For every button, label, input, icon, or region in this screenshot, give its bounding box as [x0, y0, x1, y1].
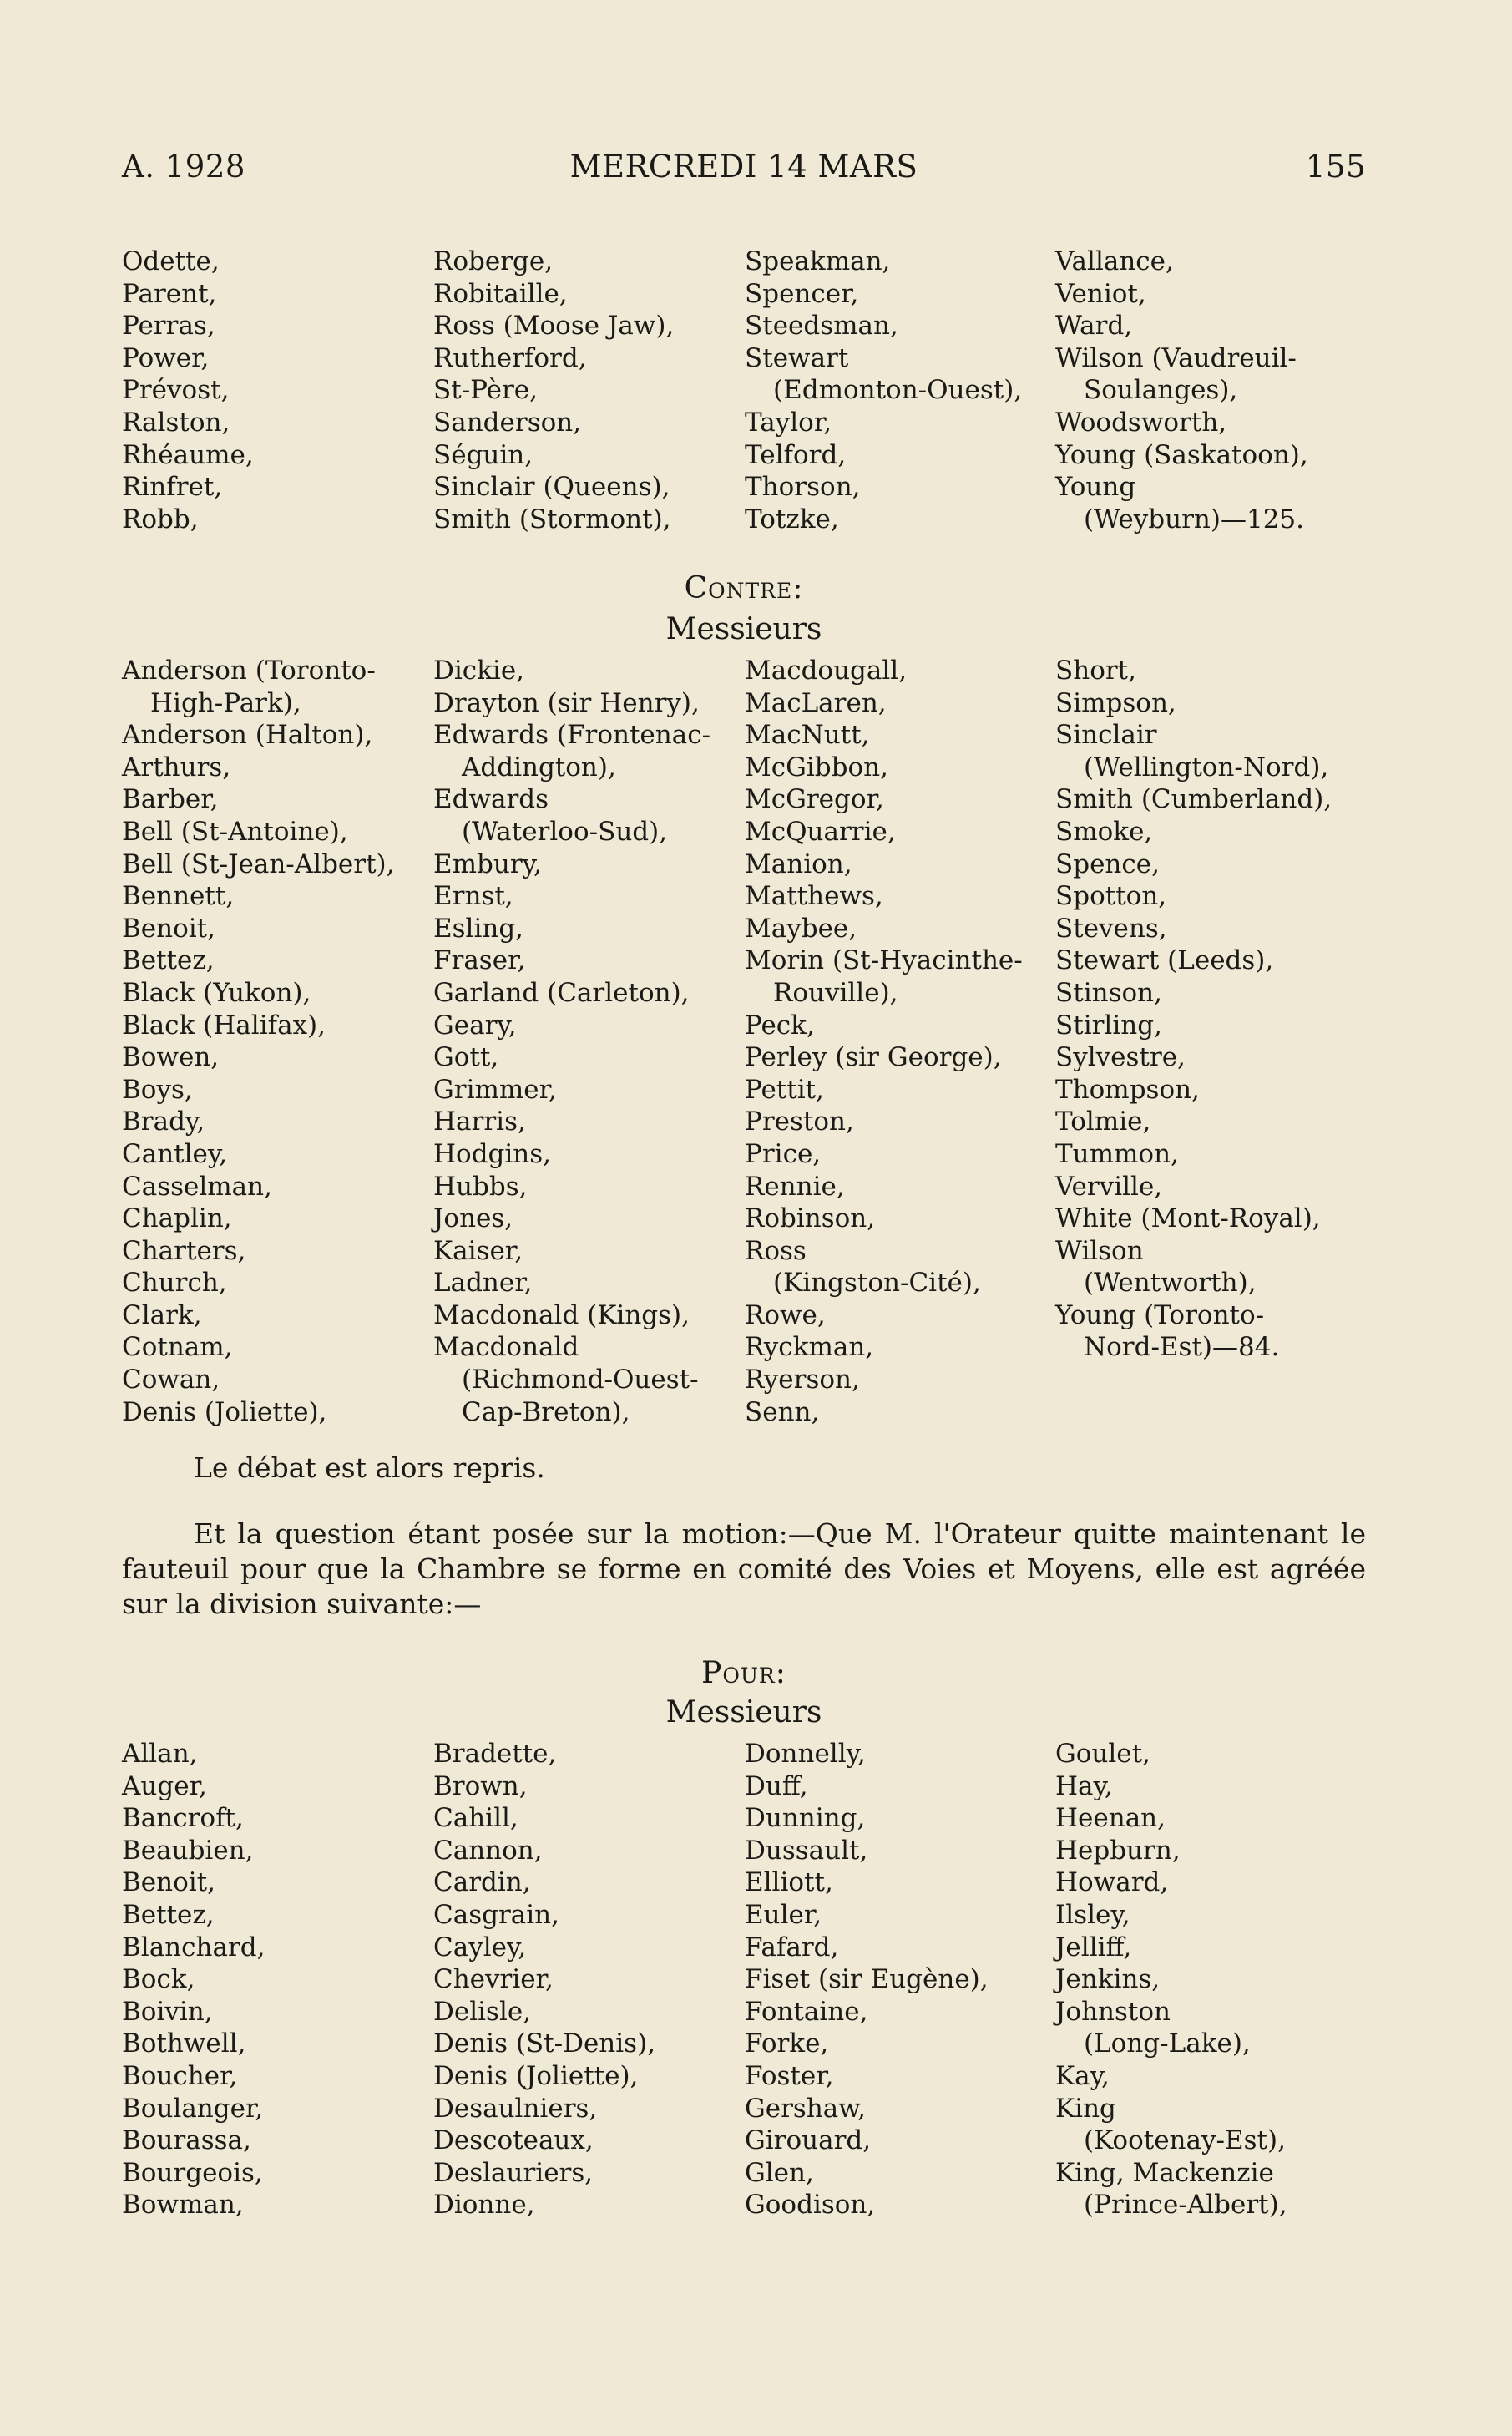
member-name: Totzke, [745, 504, 839, 534]
member-name: Macdougall, [745, 656, 908, 686]
member-name: Séguin, [433, 439, 533, 470]
name-column [122, 1738, 433, 2221]
member-name: Speakman, [745, 246, 891, 276]
member-name: Kaiser, [433, 1235, 523, 1266]
member-name: Rhéaume, [122, 439, 254, 470]
member-name: Robinson, [745, 1203, 876, 1234]
member-name: Morin (St-Hyacinthe- [745, 945, 1023, 976]
name-column [745, 655, 1055, 1428]
member-name: Desaulniers, [433, 2093, 598, 2124]
member-name: St-Père, [433, 375, 538, 406]
name-column [122, 246, 433, 535]
member-name: Kay, [1055, 2060, 1110, 2091]
member-name: Smith (Stormont), [433, 504, 671, 534]
member-name: Gershaw, [745, 2093, 866, 2124]
member-name: Maybee, [745, 913, 857, 944]
member-name: Hepburn, [1055, 1835, 1181, 1866]
contre-subheading: Messieurs [665, 612, 822, 646]
member-name: Harris, [433, 1107, 526, 1137]
member-name: Blanchard, [122, 1932, 265, 1962]
member-name: Forke, [745, 2028, 829, 2059]
page-number: 155 [1305, 149, 1366, 185]
member-name: Manion, [745, 848, 852, 879]
member-name: Cannon, [433, 1835, 543, 1866]
member-name: Jones, [433, 1203, 513, 1234]
member-name: Bourgeois, [122, 2157, 263, 2188]
member-name: Cap-Breton), [462, 1396, 630, 1427]
member-name: Hubbs, [433, 1171, 528, 1202]
member-name: Bowen, [122, 1042, 220, 1073]
name-column [433, 655, 745, 1428]
member-name: High-Park), [150, 687, 301, 718]
member-name: Clark, [122, 1299, 202, 1330]
member-name: Cardin, [433, 1867, 531, 1898]
member-name: McGibbon, [745, 752, 888, 782]
member-name: Drayton (sir Henry), [433, 687, 700, 718]
member-name: Geary, [433, 1010, 517, 1041]
name-column [122, 655, 433, 1428]
member-name: Heenan, [1055, 1803, 1166, 1834]
member-name: Bancroft, [122, 1803, 244, 1834]
member-name: Rowe, [745, 1299, 826, 1330]
contre-heading: Contre: [684, 571, 804, 605]
member-name: Bock, [122, 1964, 195, 1995]
member-name: Thompson, [1055, 1074, 1200, 1105]
member-name: Euler, [745, 1899, 822, 1930]
member-name: Dunning, [745, 1803, 866, 1834]
member-name: Stewart (Leeds), [1055, 945, 1274, 976]
member-name: Johnston [1055, 1996, 1171, 2027]
member-name: Delisle, [433, 1996, 532, 2027]
member-name: Tolmie, [1055, 1107, 1151, 1137]
member-name: Allan, [122, 1739, 198, 1769]
member-name: Cowan, [122, 1365, 220, 1395]
member-name: (Weyburn)—125. [1084, 504, 1304, 534]
member-name: Barber, [122, 784, 219, 815]
member-name: Wilson [1055, 1235, 1144, 1266]
member-name: Ilsley, [1055, 1899, 1130, 1930]
member-name: Esling, [433, 913, 524, 944]
member-name: Donnelly, [745, 1739, 866, 1769]
member-name: Taylor, [745, 407, 832, 438]
vote-list-block1 [122, 246, 1366, 535]
member-name: Hodgins, [433, 1138, 552, 1169]
name-column [433, 246, 745, 535]
member-name: Bothwell, [122, 2028, 246, 2059]
member-name: King, Mackenzie [1055, 2157, 1274, 2188]
member-name: Hay, [1055, 1770, 1113, 1801]
member-name: (Prince-Albert), [1084, 2190, 1287, 2221]
member-name: Smoke, [1055, 816, 1153, 847]
member-name: Sinclair (Queens), [433, 472, 670, 503]
member-name: Cahill, [433, 1803, 518, 1834]
member-name: Rutherford, [433, 342, 587, 373]
member-name: MacLaren, [745, 687, 887, 718]
member-name: Bell (St-Jean-Albert), [122, 848, 395, 879]
member-name: Telford, [745, 439, 847, 470]
member-name: Chevrier, [433, 1964, 554, 1995]
member-name: Stevens, [1055, 913, 1167, 944]
member-name: Spence, [1055, 848, 1160, 879]
member-name: McGregor, [745, 784, 884, 815]
member-name: Sinclair [1055, 720, 1157, 751]
member-name: Roberge, [433, 246, 554, 276]
member-name: MacNutt, [745, 720, 870, 751]
member-name: Steedsman, [745, 311, 898, 342]
member-name: Ladner, [433, 1268, 533, 1299]
member-name: Young (Toronto- [1055, 1299, 1265, 1330]
member-name: Young [1055, 472, 1136, 503]
member-name: Dickie, [433, 656, 525, 686]
member-name: Brady, [122, 1107, 205, 1137]
member-name: Dionne, [433, 2190, 535, 2221]
member-name: (Kootenay-Est), [1084, 2125, 1286, 2156]
member-name: Sanderson, [433, 407, 582, 438]
name-column [745, 1738, 1055, 2221]
member-name: Peck, [745, 1010, 815, 1041]
member-name: Spotton, [1055, 881, 1167, 912]
member-name: Ward, [1055, 311, 1133, 342]
page-header [122, 149, 1366, 190]
member-name: Charters, [122, 1235, 246, 1266]
member-name: Dussault, [745, 1835, 868, 1866]
member-name: Benoit, [122, 913, 215, 944]
member-name: Woodsworth, [1055, 407, 1227, 438]
member-name: Grimmer, [433, 1074, 557, 1105]
member-name: Denis (Joliette), [433, 2060, 639, 2091]
member-name: Fontaine, [745, 1996, 868, 2027]
member-name: Rouville), [773, 977, 898, 1008]
member-name: Ross [745, 1235, 807, 1266]
member-name: Prévost, [122, 375, 230, 406]
member-name: (Richmond-Ouest- [462, 1365, 699, 1395]
member-name: Vallance, [1055, 246, 1174, 276]
member-name: King [1055, 2093, 1116, 2124]
member-name: Fafard, [745, 1932, 839, 1962]
header-date: MERCREDI 14 MARS [569, 149, 918, 185]
member-name: McQuarrie, [745, 816, 896, 847]
member-name: Bell (St-Antoine), [122, 816, 348, 847]
paragraph-debate: Le débat est alors repris. [194, 1451, 545, 1484]
member-name: (Long-Lake), [1084, 2028, 1251, 2059]
member-name: Edwards [433, 784, 549, 815]
member-name: Preston, [745, 1107, 854, 1137]
member-name: (Waterloo-Sud), [462, 816, 668, 847]
name-column [433, 1738, 745, 2221]
member-name: Foster, [745, 2060, 834, 2091]
member-name: Cotnam, [122, 1332, 233, 1363]
member-name: Howard, [1055, 1867, 1169, 1898]
member-name: Stirling, [1055, 1010, 1162, 1041]
member-name: Garland (Carleton), [433, 977, 690, 1008]
member-name: Boucher, [122, 2060, 238, 2091]
member-name: Edwards (Frontenac- [433, 720, 711, 751]
member-name: Ryckman, [745, 1332, 874, 1363]
member-name: Denis (St-Denis), [433, 2028, 656, 2059]
name-column [1055, 1738, 1366, 2221]
member-name: Nord-Est)—84. [1084, 1332, 1280, 1363]
member-name: Deslauriers, [433, 2157, 594, 2188]
pour-heading: Pour: [701, 1656, 786, 1690]
member-name: Girouard, [745, 2125, 872, 2156]
member-name: Veniot, [1055, 278, 1146, 309]
member-name: Black (Yukon), [122, 977, 311, 1008]
member-name: Robitaille, [433, 278, 568, 309]
member-name: Denis (Joliette), [122, 1396, 327, 1427]
member-name: Bennett, [122, 881, 235, 912]
member-name: Macdonald (Kings), [433, 1299, 690, 1330]
member-name: Jenkins, [1055, 1964, 1161, 1995]
member-name: Young (Saskatoon), [1055, 439, 1308, 470]
header-session-year: A. 1928 [122, 149, 245, 185]
vote-list-pour [122, 1738, 1366, 2221]
member-name: Church, [122, 1268, 227, 1299]
member-name: Boulanger, [122, 2093, 264, 2124]
member-name: Benoit, [122, 1867, 215, 1898]
member-name: Spencer, [745, 278, 859, 309]
member-name: Arthurs, [122, 752, 231, 782]
member-name: Gott, [433, 1042, 499, 1073]
member-name: Short, [1055, 656, 1136, 686]
member-name: Ryerson, [745, 1365, 860, 1395]
member-name: Parent, [122, 278, 217, 309]
member-name: Bradette, [433, 1739, 557, 1769]
member-name: Fiset (sir Eugène), [745, 1964, 989, 1995]
member-name: Tummon, [1055, 1138, 1179, 1169]
member-name: Anderson (Halton), [122, 720, 373, 751]
pour-subheading: Messieurs [665, 1695, 822, 1730]
member-name: Stinson, [1055, 977, 1162, 1008]
member-name: Boivin, [122, 1996, 213, 2027]
member-name: Bourassa, [122, 2125, 251, 2156]
member-name: Odette, [122, 246, 220, 276]
member-name: Beaubien, [122, 1835, 254, 1866]
member-name: Bettez, [122, 945, 215, 976]
member-name: Pettit, [745, 1074, 824, 1105]
member-name: Smith (Cumberland), [1055, 784, 1332, 815]
member-name: Ross (Moose Jaw), [433, 311, 675, 342]
member-name: Rennie, [745, 1171, 845, 1202]
member-name: Matthews, [745, 881, 883, 912]
paragraph-question: Et la question étant posée sur la motion:—Que M. l'Orateur quitte maintenant le fauteuil pour que la Chambre se forme en comité des Voies et Moyens, elle est agréée sur la division suivante:— [122, 1517, 1366, 1620]
member-name: (Wellington-Nord), [1084, 752, 1329, 782]
vote-list-contre [122, 655, 1366, 1428]
member-name: Elliott, [745, 1867, 833, 1898]
member-name: White (Mont-Royal), [1055, 1203, 1321, 1234]
member-name: Perley (sir George), [745, 1042, 1002, 1073]
member-name: Perras, [122, 311, 215, 342]
member-name: Robb, [122, 504, 199, 534]
member-name: Embury, [433, 848, 542, 879]
member-name: Casgrain, [433, 1899, 559, 1930]
member-name: Jelliff, [1055, 1932, 1132, 1962]
member-name: Chaplin, [122, 1203, 232, 1234]
member-name: Brown, [433, 1770, 528, 1801]
member-name: Glen, [745, 2157, 814, 2188]
member-name: Casselman, [122, 1171, 272, 1202]
member-name: (Edmonton-Ouest), [773, 375, 1023, 406]
member-name: Ernst, [433, 881, 513, 912]
member-name: Stewart [745, 342, 849, 373]
member-name: Addington), [462, 752, 616, 782]
member-name: Duff, [745, 1770, 808, 1801]
member-name: Rinfret, [122, 472, 223, 503]
member-name: Descoteaux, [433, 2125, 594, 2156]
member-name: Verville, [1055, 1171, 1163, 1202]
member-name: Cayley, [433, 1932, 527, 1962]
member-name: Black (Halifax), [122, 1010, 326, 1041]
member-name: Goulet, [1055, 1739, 1150, 1769]
member-name: Soulanges), [1084, 375, 1238, 406]
name-column [745, 246, 1055, 535]
member-name: Fraser, [433, 945, 526, 976]
member-name: Goodison, [745, 2190, 876, 2221]
member-name: Anderson (Toronto- [122, 656, 376, 686]
member-name: Cantley, [122, 1138, 228, 1169]
name-column [1055, 655, 1366, 1428]
member-name: Thorson, [745, 472, 861, 503]
member-name: Simpson, [1055, 687, 1176, 718]
member-name: Power, [122, 342, 210, 373]
member-name: (Kingston-Cité), [773, 1268, 981, 1299]
member-name: Sylvestre, [1055, 1042, 1186, 1073]
name-column [1055, 246, 1366, 535]
member-name: Auger, [122, 1770, 207, 1801]
member-name: Macdonald [433, 1332, 579, 1363]
member-name: Boys, [122, 1074, 193, 1105]
member-name: Wilson (Vaudreuil- [1055, 342, 1297, 373]
member-name: Bowman, [122, 2190, 244, 2221]
member-name: Price, [745, 1138, 822, 1169]
member-name: Bettez, [122, 1899, 215, 1930]
member-name: (Wentworth), [1084, 1268, 1257, 1299]
member-name: Senn, [745, 1396, 820, 1427]
member-name: Ralston, [122, 407, 230, 438]
